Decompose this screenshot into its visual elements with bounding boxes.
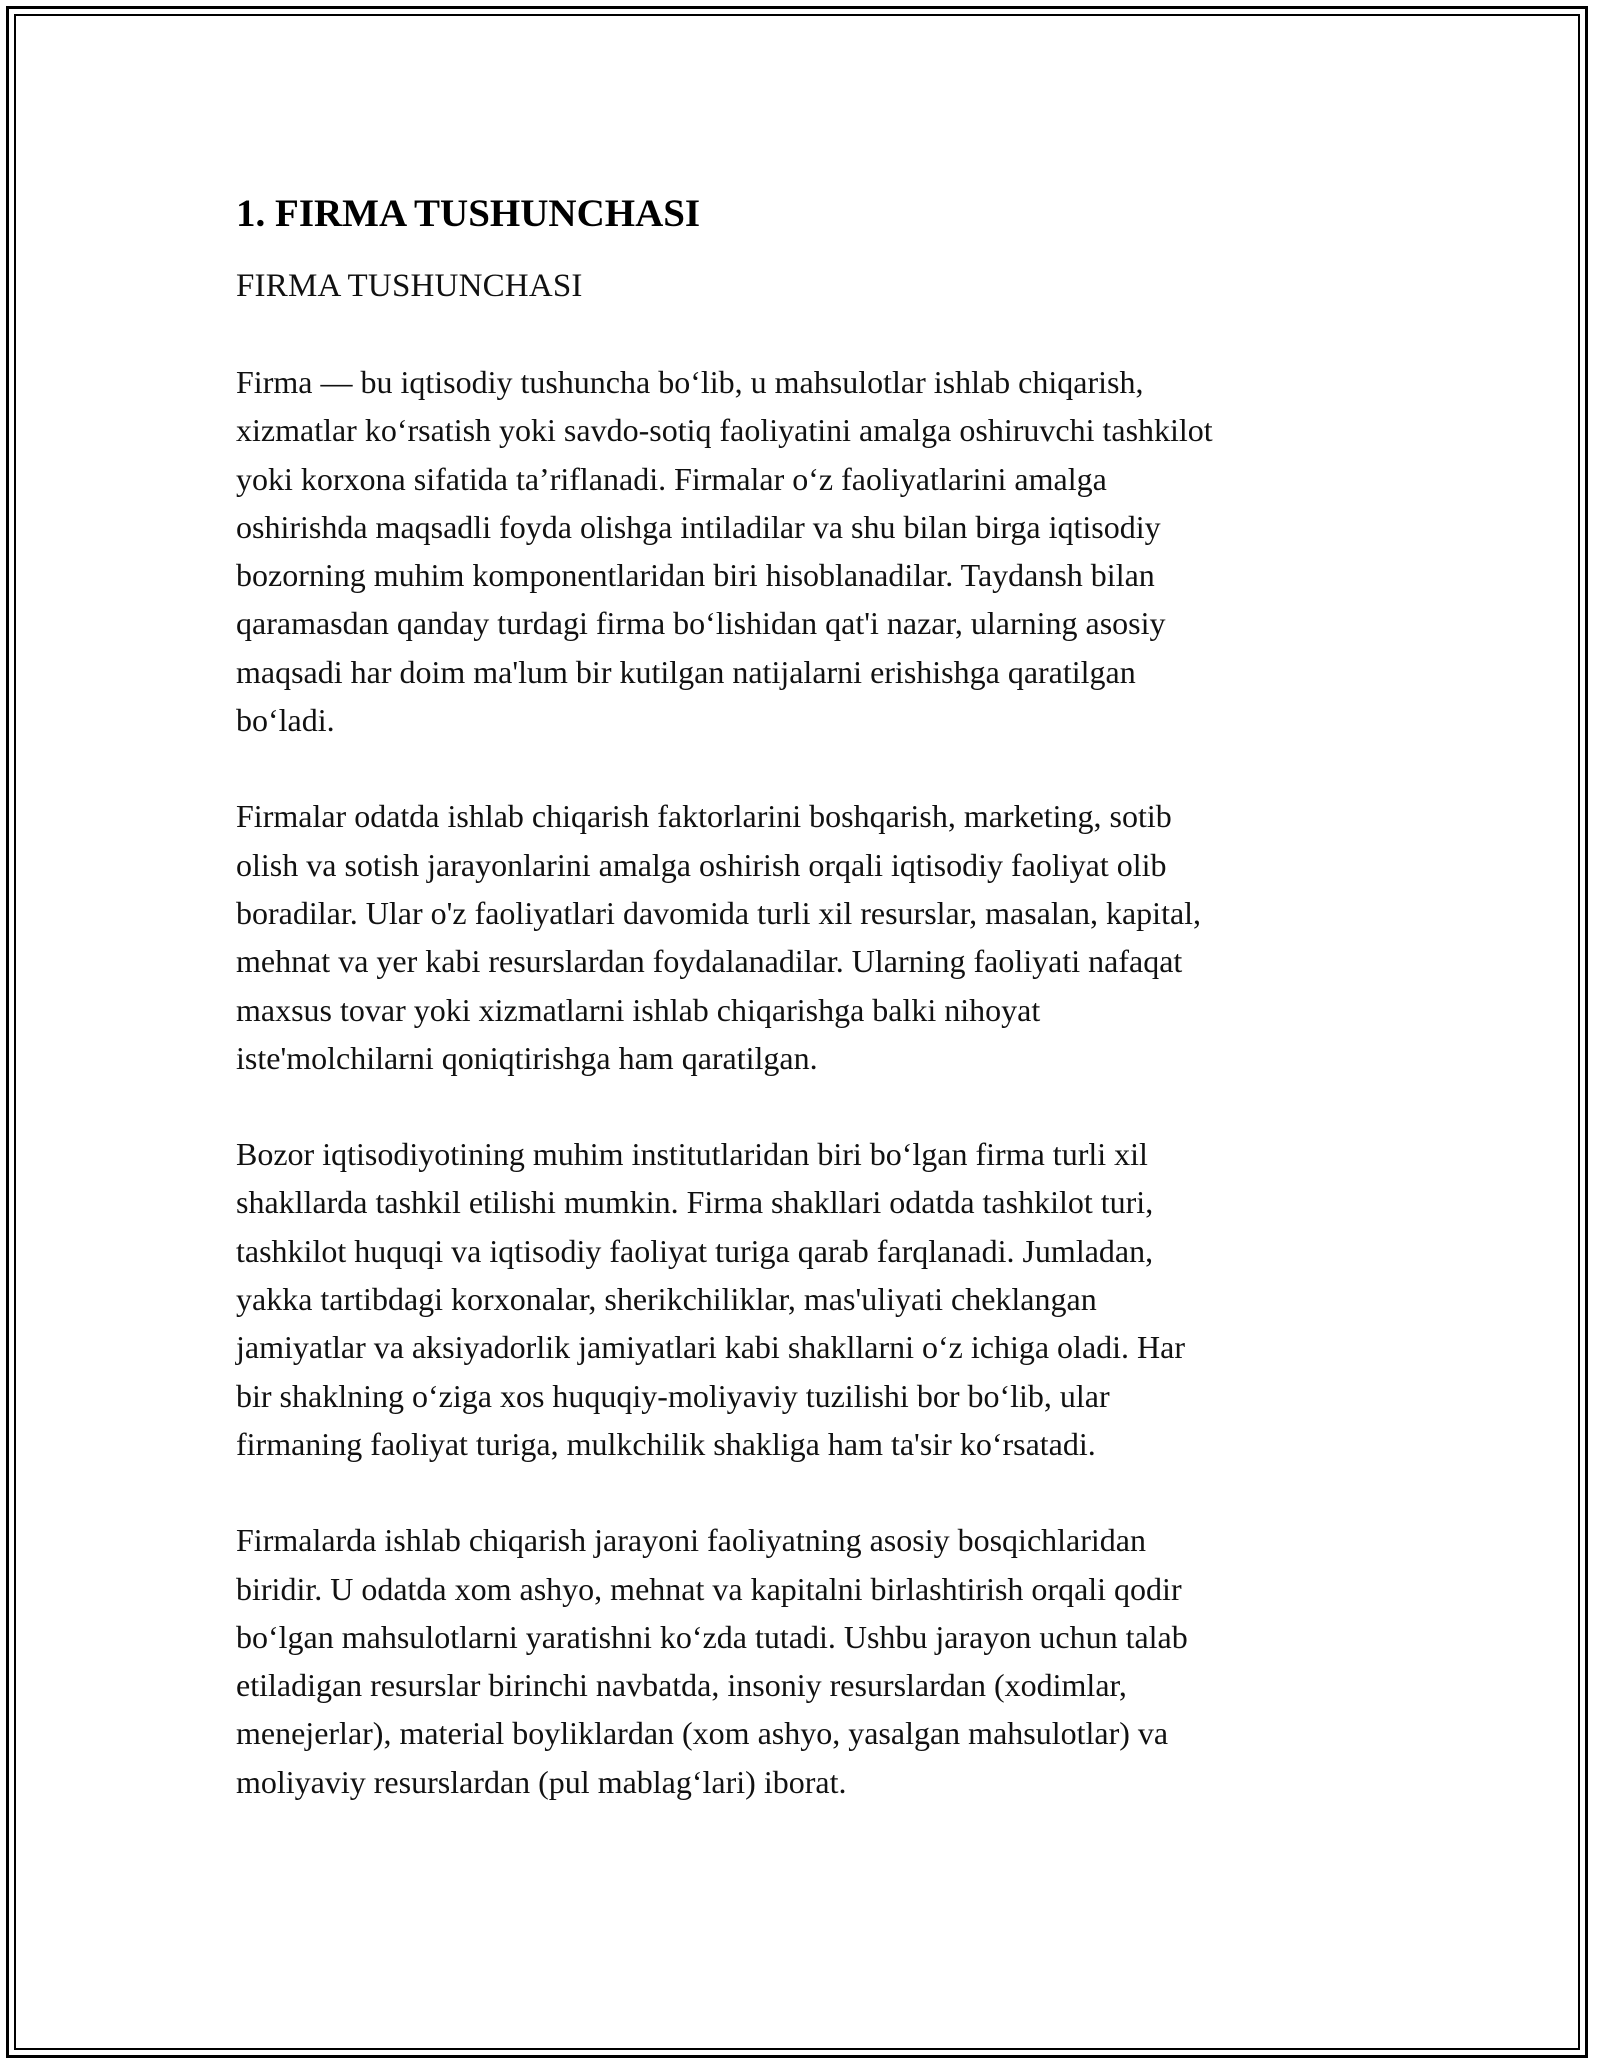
paragraph-line: Firmalar odatda ishlab chiqarish faktorlarini boshqarish, marketing, sotib: [236, 798, 1172, 835]
paragraph-line: yoki korxona sifatida ta’riflanadi. Firmalar o‘z faoliyatlarini amalga: [236, 460, 1107, 497]
paragraph-line: xizmatlar ko‘rsatish yoki savdo-sotiq faoliyatini amalga oshiruvchi tashkilot: [236, 412, 1213, 449]
paragraph-line: Firmalarda ishlab chiqarish jarayoni faoliyatning asosiy bosqichlaridan: [236, 1522, 1146, 1559]
paragraph-line: qaramasdan qanday turdagi firma bo‘lishidan qat'i nazar, ularning asosiy: [236, 605, 1166, 642]
paragraphs-container: [236, 358, 1366, 1806]
paragraph-line: maqsadi har doim ma'lum bir kutilgan natijalarni erishishga qaratilgan: [236, 653, 1136, 690]
paragraph-4: [236, 1516, 1366, 1806]
paragraph-line: iste'molchilarni qoniqtirishga ham qaratilgan.: [236, 1039, 818, 1076]
paragraph-line: etiladigan resurslar birinchi navbatda, insoniy resurslardan (xodimlar,: [236, 1667, 1127, 1704]
paragraph-line: boradilar. Ular o'z faoliyatlari davomida turli xil resurslar, masalan, kapital,: [236, 894, 1202, 931]
paragraph-line: yakka tartibdagi korxonalar, sherikchiliklar, mas'uliyati cheklangan: [236, 1281, 1097, 1318]
paragraph-line: firmaning faoliyat turiga, mulkchilik shakliga ham ta'sir ko‘rsatadi.: [236, 1425, 1096, 1462]
paragraph-line: menejerlar), material boyliklardan (xom ashyo, yasalgan mahsulotlar) va: [236, 1715, 1169, 1752]
paragraph-line: Bozor iqtisodiyotining muhim institutlaridan biri bo‘lgan firma turli xil: [236, 1136, 1148, 1173]
paragraph-line: maxsus tovar yoki xizmatlarni ishlab chiqarishga balki nihoyat: [236, 991, 1041, 1028]
paragraph-line: jamiyatlar va aksiyadorlik jamiyatlari kabi shakllarni o‘z ichiga oladi. Har: [236, 1329, 1185, 1366]
paragraph-line: shakllarda tashkil etilishi mumkin. Firma shakllari odatda tashkilot turi,: [236, 1184, 1154, 1221]
paragraph-line: biridir. U odatda xom ashyo, mehnat va kapitalni birlashtirish orqali qodir: [236, 1570, 1182, 1607]
paragraph-line: oshirishda maqsadli foyda olishga intiladilar va shu bilan birga iqtisodiy: [236, 508, 1161, 545]
document-body: [236, 186, 1366, 1806]
section-subtitle: FIRMA TUSHUNCHASI: [236, 268, 583, 304]
paragraph-line: bo‘lgan mahsulotlarni yaratishni ko‘zda tutadi. Ushbu jarayon uchun talab: [236, 1618, 1188, 1655]
paragraph-line: moliyaviy resurslardan (pul mablag‘lari) iborat.: [236, 1763, 847, 1800]
paragraph-1: [236, 358, 1366, 744]
paragraph-2: [236, 792, 1366, 1082]
paragraph-line: bir shaklning o‘ziga xos huquqiy-moliyaviy tuzilishi bor bo‘lib, ular: [236, 1377, 1110, 1414]
paragraph-3: [236, 1130, 1366, 1468]
page-title: 1. FIRMA TUSHUNCHASI: [236, 192, 701, 235]
paragraph-line: tashkilot huquqi va iqtisodiy faoliyat turiga qarab farqlanadi. Jumladan,: [236, 1232, 1154, 1269]
paragraph-line: bozorning muhim komponentlaridan biri hisoblanadilar. Taydansh bilan: [236, 557, 1155, 594]
paragraph-line: mehnat va yer kabi resurslardan foydalanadilar. Ularning faoliyati nafaqat: [236, 943, 1183, 980]
paragraph-line: bo‘ladi.: [236, 702, 335, 739]
paragraph-line: olish va sotish jarayonlarini amalga oshirish orqali iqtisodiy faoliyat olib: [236, 846, 1167, 883]
paragraph-line: Firma — bu iqtisodiy tushuncha bo‘lib, u mahsulotlar ishlab chiqarish,: [236, 364, 1144, 400]
